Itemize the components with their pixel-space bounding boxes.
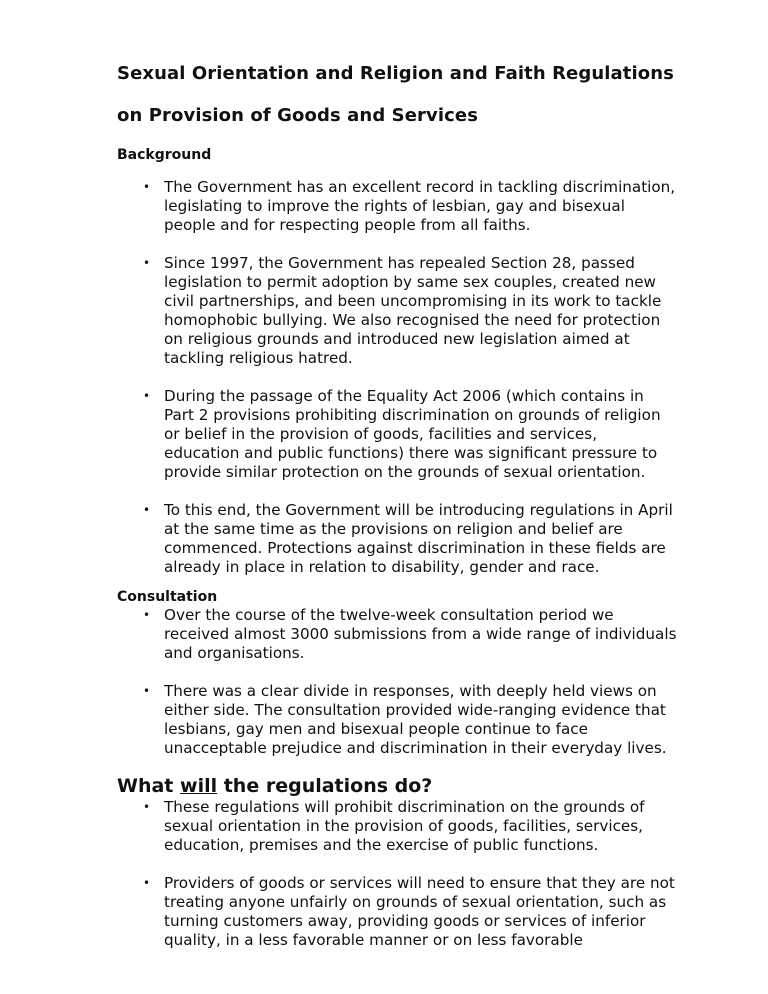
list-item-text: These regulations will prohibit discrimination on the grounds of sexual orientation in the provision of goods, facilities, services, education, premises and the exercise of public functions. — [164, 798, 645, 854]
list-item — [117, 606, 677, 663]
list-item — [117, 254, 677, 368]
list-item — [117, 387, 677, 482]
heading-text-post: the regulations do? — [217, 775, 433, 797]
heading-underlined-word: will — [180, 775, 218, 797]
what-regulations-heading — [117, 774, 677, 798]
what-regulations-list — [117, 798, 677, 950]
list-item — [117, 874, 677, 950]
list-item-text: The Government has an excellent record in tackling discrimination, legislating to improve the rights of lesbian, gay and bisexual people and for respecting people from all faiths. — [164, 178, 676, 234]
consultation-list — [117, 606, 677, 758]
bullet-icon: • — [143, 684, 151, 698]
background-list — [117, 178, 677, 577]
bullet-icon: • — [143, 608, 151, 622]
bullet-icon: • — [143, 503, 151, 517]
list-item-text: To this end, the Government will be introducing regulations in April at the same time as the provisions on religion and belief are commenced. Protections against discrimination in these fields are already in place in relation to disability, gender and race. — [164, 501, 673, 576]
document-title-line1: Sexual Orientation and Religion and Faith Regulations — [117, 63, 674, 84]
list-item-text: Since 1997, the Government has repealed Section 28, passed legislation to permit adoption by same sex couples, created new civil partnerships, and been uncompromising in its work to tackle homophobic bullying. We also recognised the need for protection on religious grounds and introduced new legislation aimed at tackling religious hatred. — [164, 254, 662, 367]
background-heading: Background — [117, 147, 212, 163]
list-item-text: Providers of goods or services will need to ensure that they are not treating anyone unfairly on grounds of sexual orientation, such as turning customers away, providing goods or services of inferior quality, in a less favorable manner or on less favorable — [164, 874, 675, 949]
list-item-text: There was a clear divide in responses, with deeply held views on either side. The consultation provided wide-ranging evidence that lesbians, gay men and bisexual people continue to face unacceptable prejudice and discrimination in their everyday lives. — [164, 682, 667, 757]
list-item-text: During the passage of the Equality Act 2006 (which contains in Part 2 provisions prohibiting discrimination on grounds of religion or belief in the provision of goods, facilities and services, education and public functions) there was significant pressure to provide similar protection on the grounds of sexual orientation. — [164, 387, 661, 481]
list-item — [117, 501, 677, 577]
list-item — [117, 682, 677, 758]
list-item — [117, 798, 677, 855]
consultation-heading: Consultation — [117, 589, 218, 605]
bullet-icon: • — [143, 876, 151, 890]
document-title-line2: on Provision of Goods and Services — [117, 105, 479, 126]
bullet-icon: • — [143, 389, 151, 403]
heading-text-pre: What — [117, 775, 181, 797]
list-item-text: Over the course of the twelve-week consultation period we received almost 3000 submissions from a wide range of individuals and organisations. — [164, 606, 677, 662]
bullet-icon: • — [143, 800, 151, 814]
document-page — [117, 62, 677, 950]
bullet-icon: • — [143, 256, 151, 270]
list-item — [117, 178, 677, 235]
bullet-icon: • — [143, 180, 151, 194]
